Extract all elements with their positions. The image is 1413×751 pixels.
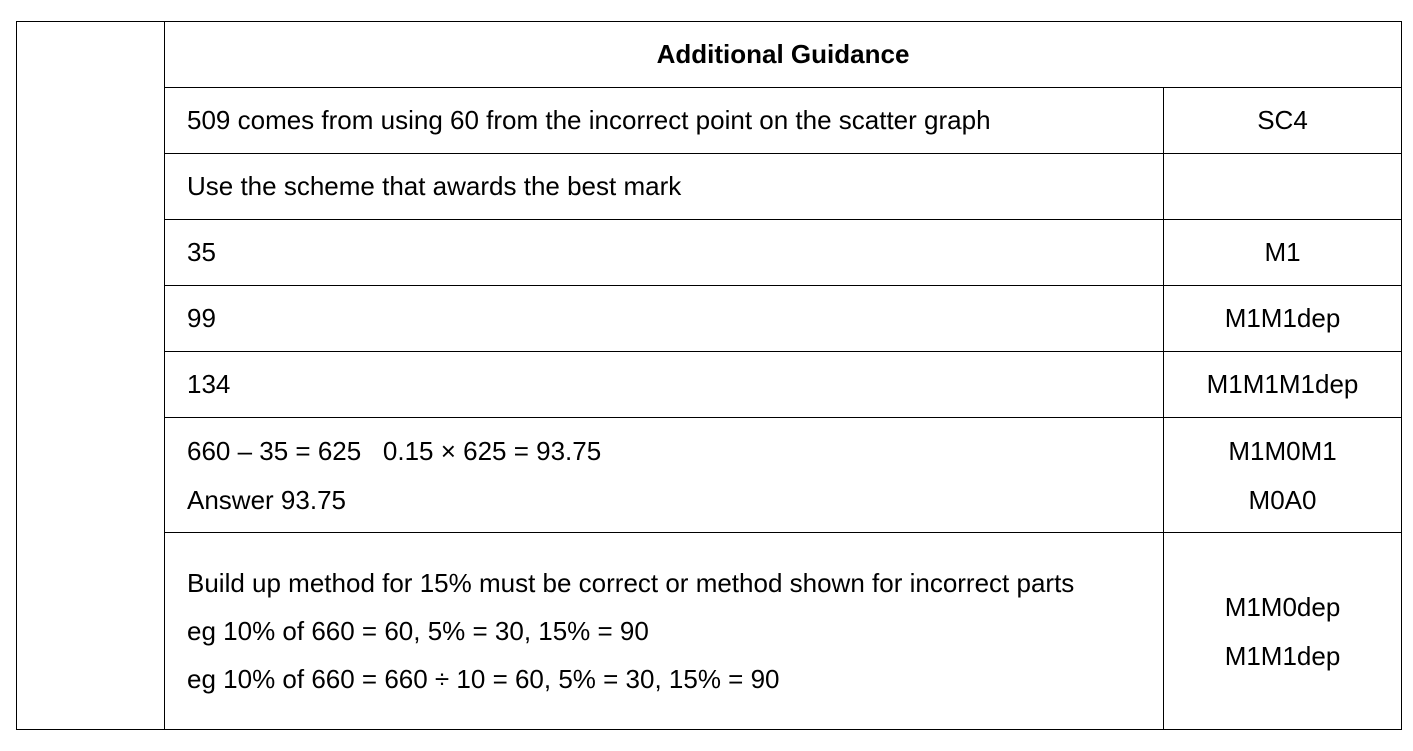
answer-line: Answer 93.75	[187, 484, 346, 515]
example-line: eg 10% of 660 = 60, 5% = 30, 15% = 90	[187, 615, 649, 646]
mark-cell	[1164, 154, 1402, 220]
mark-line: M0A0	[1248, 484, 1317, 515]
guidance-text: 99	[165, 286, 1164, 352]
table-title: Additional Guidance	[165, 22, 1402, 88]
mark-cell	[1164, 533, 1402, 730]
guidance-text: 35	[165, 220, 1164, 286]
table-row-calculation	[17, 418, 1402, 533]
example-line: eg 10% of 660 = 660 ÷ 10 = 60, 5% = 30, 15% = 90	[187, 663, 780, 694]
calculation-line: 660 – 35 = 625 0.15 × 625 = 93.75	[187, 435, 602, 466]
table-row	[17, 220, 1402, 286]
guidance-text: 509 comes from using 60 from the incorrect point on the scatter graph	[165, 88, 1164, 154]
mark-line: M1M0M1	[1228, 435, 1337, 466]
guidance-table	[16, 21, 1402, 730]
guidance-text: 134	[165, 352, 1164, 418]
build-up-cell	[165, 533, 1164, 730]
mark-cell: M1M1dep	[1164, 286, 1402, 352]
table-row	[17, 352, 1402, 418]
guidance-text: Use the scheme that awards the best mark	[165, 154, 1164, 220]
mark-cell: M1M1M1dep	[1164, 352, 1402, 418]
table-row	[17, 154, 1402, 220]
mark-cell: M1	[1164, 220, 1402, 286]
table-row-build-up	[17, 533, 1402, 730]
mark-cell	[1164, 418, 1402, 533]
mark-line: M1M0dep	[1224, 591, 1341, 622]
header-row	[17, 22, 1402, 88]
left-margin-cell	[17, 22, 165, 730]
table-row	[17, 88, 1402, 154]
table-row	[17, 286, 1402, 352]
mark-line: M1M1dep	[1224, 640, 1341, 671]
build-up-note: Build up method for 15% must be correct or method shown for incorrect parts	[187, 567, 1075, 598]
mark-cell: SC4	[1164, 88, 1402, 154]
calculation-cell	[165, 418, 1164, 533]
